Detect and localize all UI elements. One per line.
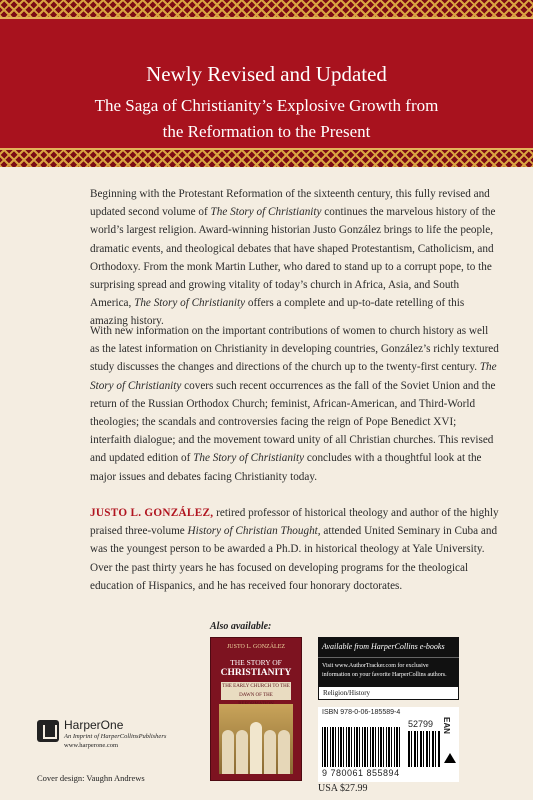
artwork-figure <box>278 730 290 774</box>
p2-text-c: concludes with a thoughtful look at the major issues and debates facing Christianity today. <box>90 452 482 483</box>
cover-design-credit: Cover design: Vaughn Andrews <box>37 773 145 783</box>
artwork-figure <box>222 730 234 774</box>
p1-book-title: The Story of Christianity <box>210 206 322 219</box>
author-name: JUSTO L. GONZÁLEZ, <box>90 507 214 519</box>
p1-text-b: continues the marvelous history of the world’s largest religion. Award-winning historian Justo González brings to life the people, dramatic events, and theological debates that have shaped Protestantism, Catholicism, and Orthodoxy. From the monk Martin Luther, who dared to stand up to a corrupt pope, to the surprising spread and growing vitality of today’s church in Africa, Asia, and South America, <box>90 206 496 310</box>
publisher-name: HarperOne <box>64 718 124 732</box>
p2-book-title: The Story of Christianity <box>90 361 497 392</box>
price-code: 52799 <box>408 719 434 729</box>
banner-subhead-line-2: the Reformation to the Present <box>162 122 371 141</box>
author-bio-a: retired professor of historical theology and author of the highly praised three-volume <box>90 507 499 538</box>
author-bio-title: History of Christian Thought, <box>187 525 321 538</box>
retail-info-box <box>318 637 459 700</box>
barcode-block <box>318 707 459 782</box>
book-cover-author: JUSTO L. GONZÁLEZ <box>226 644 286 650</box>
p2-text-a: With new information on the important contributions of women to church history as well as the latest information on Christianity in developing countries, González’s richly textured study discusses the changes and directions of the church up to the twenty-first century. <box>90 325 499 374</box>
p1-text-c: offers a complete and up-to-date retelling of this amazing history. <box>90 297 465 328</box>
p1-book-title-2: The Story of Christianity <box>134 297 246 310</box>
isbn-digits: 9 780061 855894 <box>322 768 400 778</box>
book-cover-title-2: CHRISTIANITY <box>220 668 292 678</box>
book-cover-title-1: THE STORY OF <box>230 658 282 667</box>
category-label: Religion/History <box>318 686 459 700</box>
artwork-figure <box>264 730 276 774</box>
artwork-figure <box>236 730 248 774</box>
ebooks-note: Available from HarperCollins e-books <box>318 637 459 657</box>
artwork-figure-central <box>250 722 262 774</box>
author-bio-b: attended United Seminary in Cuba and was the youngest person to be awarded a Ph.D. in historical theology at Yale University. Over the past thirty years he has focused on developing programs for the theological education of Hispanics, and he has received four honorary doctorates. <box>90 525 498 592</box>
author-bio <box>90 504 500 595</box>
description-paragraph-2 <box>90 322 500 486</box>
p2-text-b: covers such recent occurrences as the fall of the Soviet Union and the return of the Russian Orthodox Church; feminist, African-American, and Third-World theologies; the scandals and controversies facing the reign of Pope Benedict XVI; interfaith dialogue; and the movement toward unity of all Christian churches. This revised and updated edition of <box>90 379 496 465</box>
book-cover-volume: THE EARLY CHURCH TO THE DAWN OF THE <box>222 684 290 698</box>
banner-subhead-line-1: The Saga of Christianity’s Explosive Growth from <box>94 96 439 115</box>
price-barcode <box>408 731 440 767</box>
also-available-label: Also available: <box>210 621 272 632</box>
harperone-logo-icon <box>37 720 59 742</box>
decorative-border-bottom <box>0 150 533 167</box>
p2-book-title-2: The Story of Christianity <box>193 452 305 465</box>
also-available-book-cover <box>210 637 302 781</box>
isbn-barcode <box>322 727 402 767</box>
description-paragraph-1 <box>90 185 500 331</box>
book-cover-artwork <box>219 704 293 774</box>
isbn-label: ISBN 978-0-06-185589-4 <box>322 709 401 716</box>
arrow-icon <box>444 753 456 763</box>
banner-headline: Newly Revised and Updated <box>146 62 387 86</box>
retail-price: USA $27.99 <box>318 783 368 794</box>
header-banner <box>0 0 533 165</box>
decorative-border-top <box>0 0 533 17</box>
banner-rule-top <box>0 17 533 19</box>
publisher-url: www.harperone.com <box>64 742 119 749</box>
author-tracker-note: Visit www.AuthorTracker.com for exclusive information on your favorite HarperCollins authors. <box>318 657 459 686</box>
p1-text-a: Beginning with the Protestant Reformation of the sixteenth century, this fully revised and updated second volume of <box>90 188 490 219</box>
ean-label: EAN <box>442 717 451 734</box>
publisher-imprint: An Imprint of HarperCollinsPublishers <box>64 733 167 740</box>
